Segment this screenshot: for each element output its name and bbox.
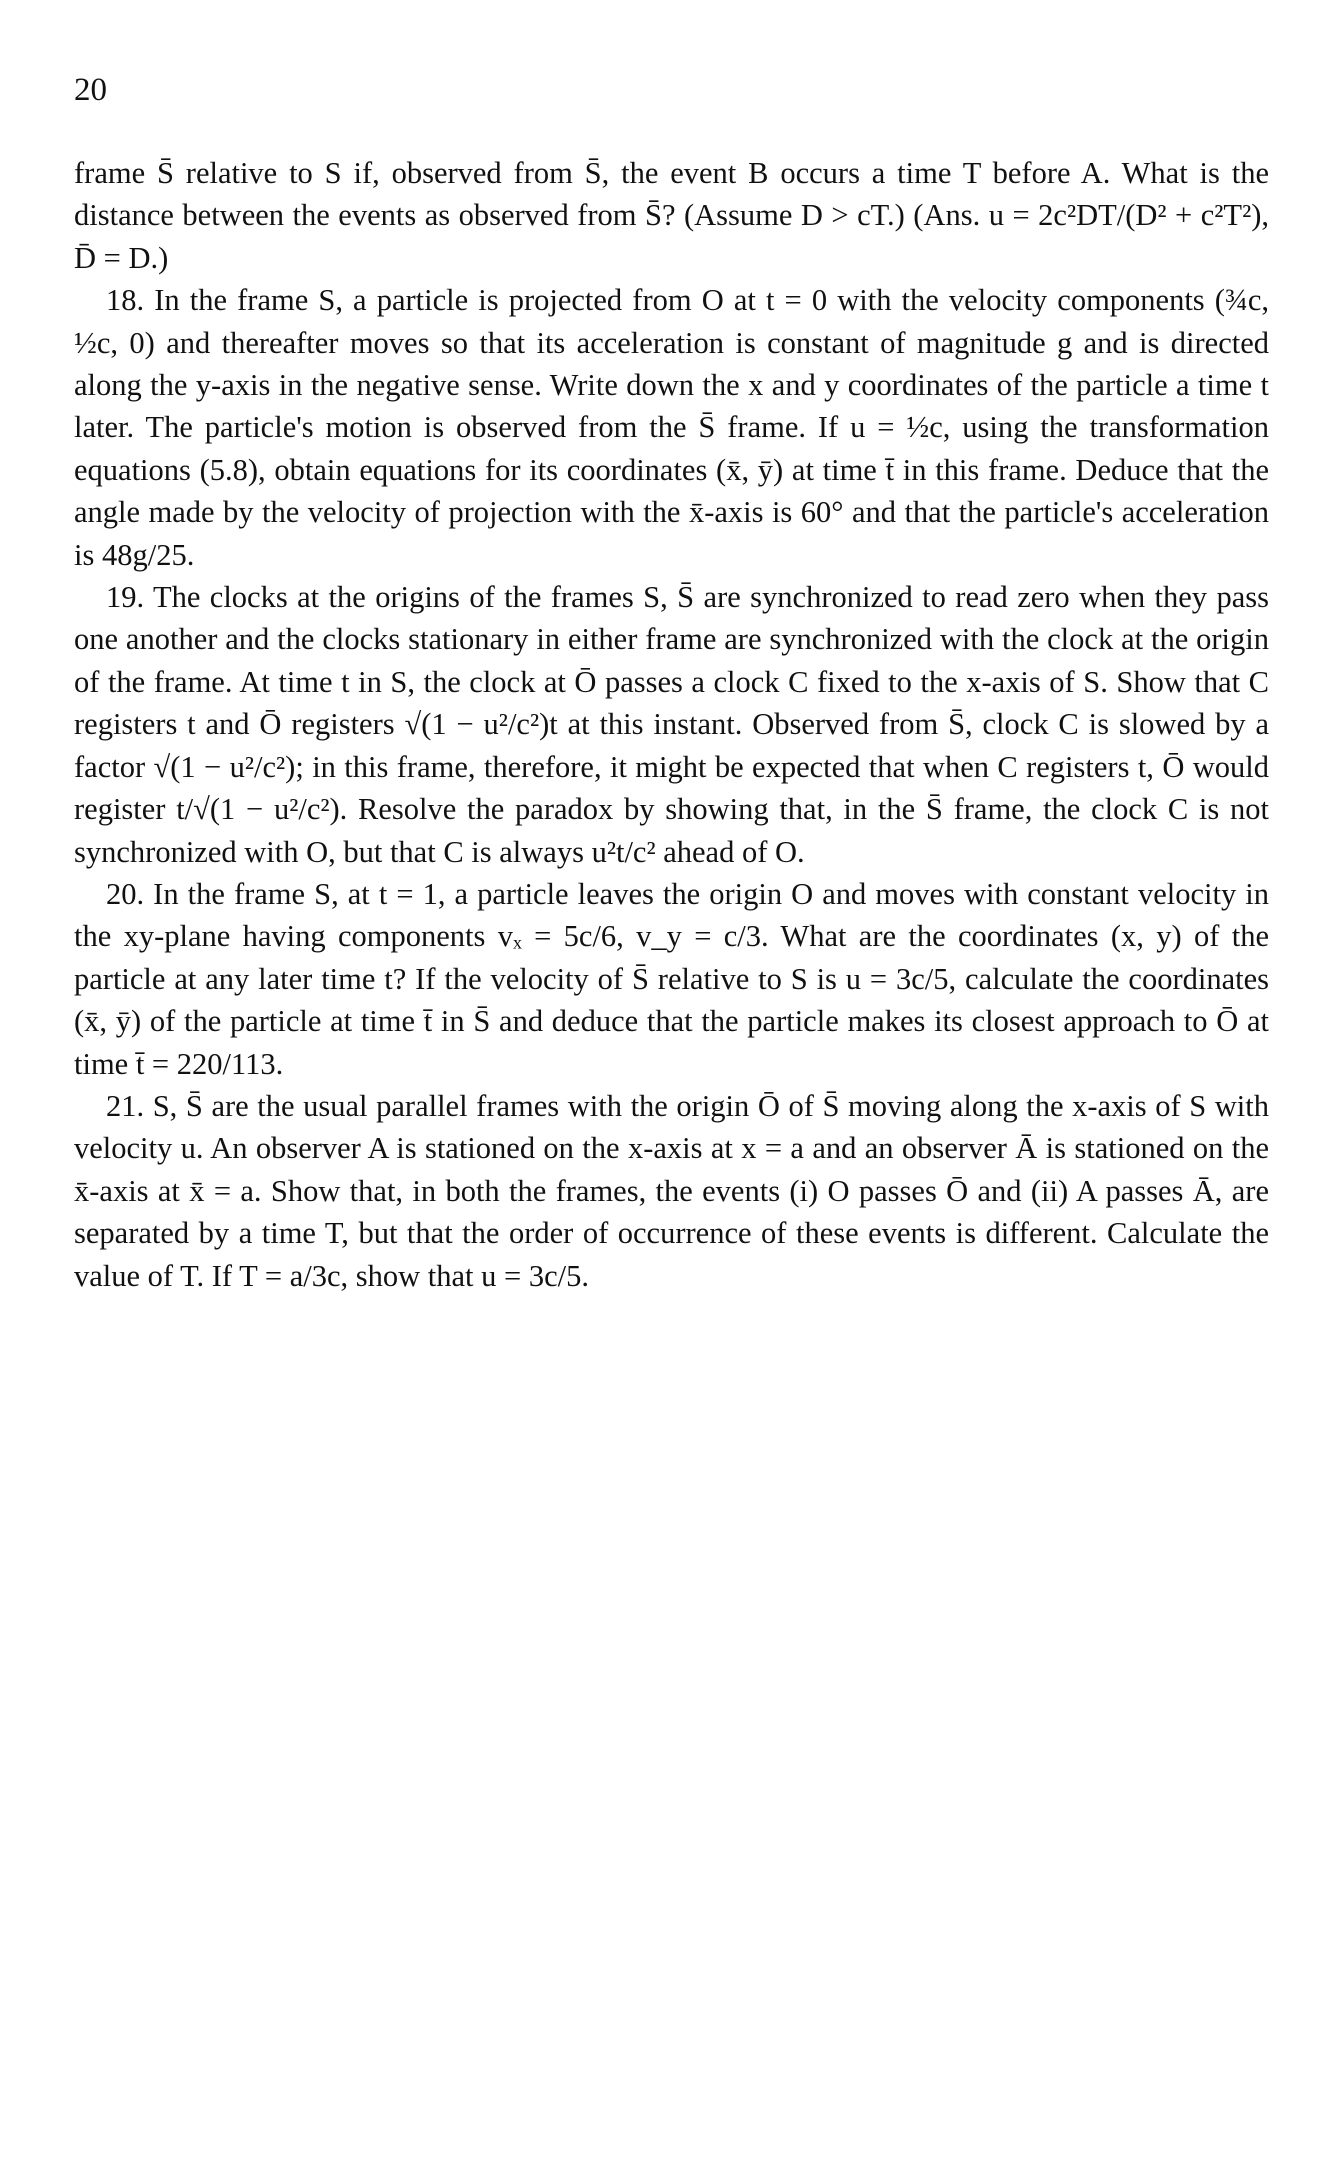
- exercise-21: 21. S, S̄ are the usual parallel frames with the origin Ō of S̄ moving along the x-axis of S with velocity u. An observer A is stationed on the x-axis at x = a and an observer Ā is stationed on the x̄-axis at x̄ = a. Show that, in both the frames, the events (i) O passes Ō and (ii) A passes Ā, are separated by a time T, but that the order of occurrence of these events is different. Calculate the value of T. If T = a/3c, show that u = 3c/5.: [74, 1088, 1269, 1293]
- exercise-19: 19. The clocks at the origins of the frames S, S̄ are synchronized to read zero when they pass one another and the clocks stationary in either frame are synchronized with the clock at the origin of the frame. At time t in S, the clock at Ō passes a clock C fixed to the x-axis of S. Show that C registers t and Ō registers √(1 − u²/c²)t at this instant. Observed from S̄, clock C is slowed by a factor √(1 − u²/c²); in this frame, therefore, it might be expected that when C registers t, Ō would register t/√(1 − u²/c²). Resolve the paradox by showing that, in the S̄ frame, the clock C is not synchronized with O, but that C is always u²t/c² ahead of O.: [74, 580, 1269, 869]
- page-number: 20: [74, 72, 107, 108]
- exercise-18: 18. In the frame S, a particle is projected from O at t = 0 with the velocity components (¾c, ½c, 0) and thereafter moves so that its acceleration is constant of magnitude g and is directed along the y-axis in the negative sense. Write down the x and y coordinates of the particle a time t later. The particle's motion is observed from the S̄ frame. If u = ½c, using the transformation equations (5.8), obtain equations for its coordinates (x̄, ȳ) at time t̄ in this frame. Deduce that the angle made by the velocity of projection with the x̄-axis is 60° and that the particle's acceleration is 48g/25.: [74, 283, 1269, 572]
- exercise-text: [74, 152, 1269, 1297]
- exercise-17-continuation: frame S̄ relative to S if, observed from S̄, the event B occurs a time T before A. What is the distance between the events as observed from S̄? (Assume D > cT.) (Ans. u = 2c²DT/(D² + c²T²), D̄ = D.): [74, 156, 1269, 275]
- exercise-20: 20. In the frame S, at t = 1, a particle leaves the origin O and moves with constant velocity in the xy-plane having components vₓ = 5c/6, v_y = c/3. What are the coordinates (x, y) of the particle at any later time t? If the velocity of S̄ relative to S is u = 3c/5, calculate the coordinates (x̄, ȳ) of the particle at time t̄ in S̄ and deduce that the particle makes its closest approach to Ō at time t̄ = 220/113.: [74, 876, 1269, 1081]
